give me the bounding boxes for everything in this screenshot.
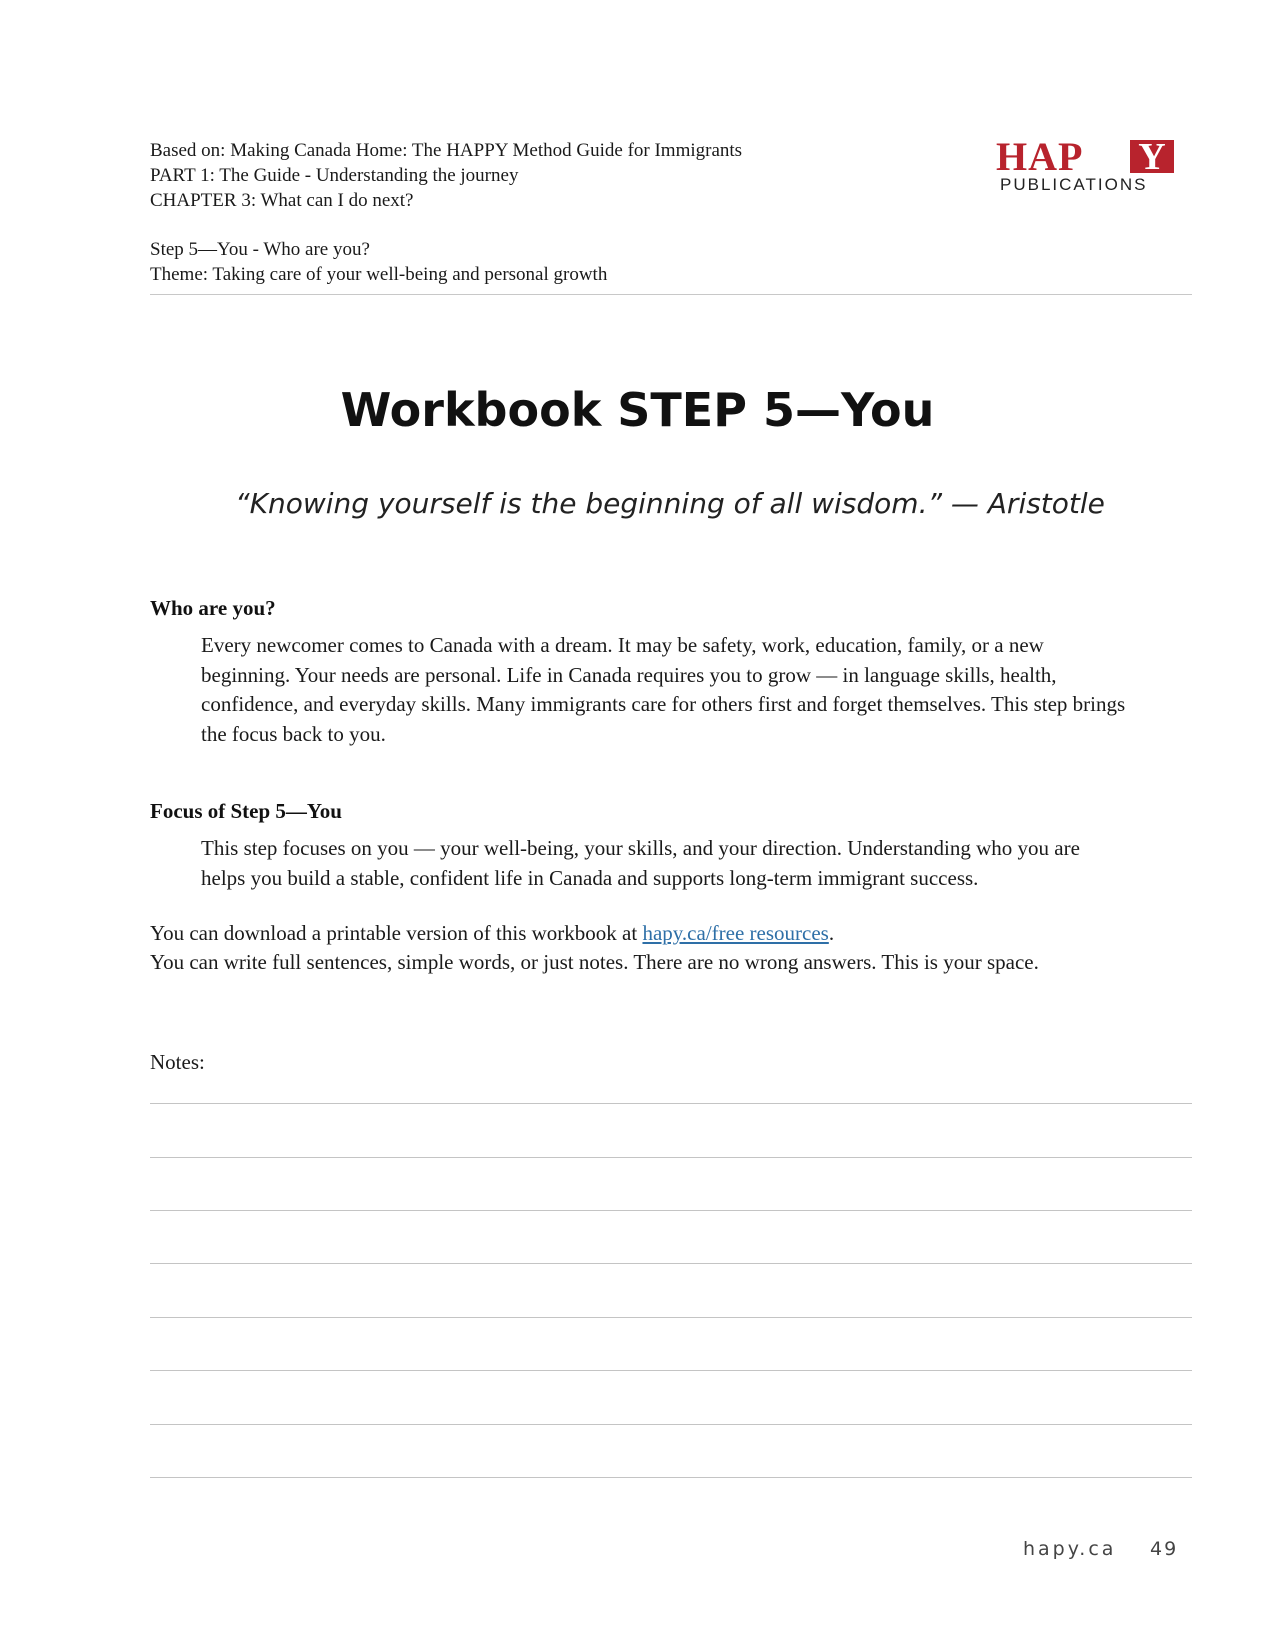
section-heading-focus: Focus of Step 5—You bbox=[150, 799, 342, 823]
write-note-line: You can write full sentences, simple words, or just notes. There are no wrong answers. This is your space. bbox=[150, 950, 1039, 974]
notes-line[interactable] bbox=[150, 1263, 1192, 1264]
page-number: 49 bbox=[1150, 1538, 1179, 1560]
quote: “Knowing yourself is the beginning of all wisdom.” — Aristotle bbox=[235, 487, 1105, 520]
hapy-publications-logo bbox=[996, 134, 1178, 197]
notes-line[interactable] bbox=[150, 1157, 1192, 1158]
notes-line[interactable] bbox=[150, 1477, 1192, 1478]
logo-subtitle: PUBLICATIONS bbox=[1000, 175, 1148, 194]
chapter-line: CHAPTER 3: What can I do next? bbox=[150, 190, 414, 211]
notes-line[interactable] bbox=[150, 1370, 1192, 1371]
notes-line[interactable] bbox=[150, 1424, 1192, 1425]
footer-site: hapy.ca bbox=[1023, 1538, 1117, 1560]
section-body-who-are-you: Every newcomer comes to Canada with a dream. It may be safety, work, education, family, or a new beginning. Your needs are personal. Life in Canada requires you to grow — in language skills, health, confidence, and everyday skills. Many immigrants care for others first and forget themselves. This step brings the focus back to you. bbox=[201, 633, 1126, 746]
download-prefix: You can download a printable version of this workbook at bbox=[150, 921, 643, 945]
theme-line: Theme: Taking care of your well-being and personal growth bbox=[150, 264, 608, 285]
section-body-focus: This step focuses on you — your well-being, your skills, and your direction. Understanding who you are helps you build a stable, confident life in Canada and supports long-term immigrant success. bbox=[201, 836, 1080, 890]
logo-boxed-letter: Y bbox=[1130, 140, 1174, 173]
based-on-line: Based on: Making Canada Home: The HAPPY Method Guide for Immigrants bbox=[150, 140, 743, 161]
header-divider bbox=[150, 294, 1192, 295]
notes-line[interactable] bbox=[150, 1210, 1192, 1211]
notes-line[interactable] bbox=[150, 1103, 1192, 1104]
part-line: PART 1: The Guide - Understanding the journey bbox=[150, 165, 519, 186]
logo-wordmark: HAP bbox=[996, 134, 1084, 179]
download-suffix: . bbox=[828, 921, 835, 945]
notes-line[interactable] bbox=[150, 1317, 1192, 1318]
section-heading-who-are-you: Who are you? bbox=[150, 596, 276, 620]
download-line bbox=[150, 919, 834, 948]
free-resources-link[interactable]: hapy.ca/free resources bbox=[642, 921, 829, 945]
notes-label: Notes: bbox=[150, 1050, 205, 1074]
page-title: Workbook STEP 5—You bbox=[340, 383, 935, 437]
step-line: Step 5—You - Who are you? bbox=[150, 239, 370, 260]
